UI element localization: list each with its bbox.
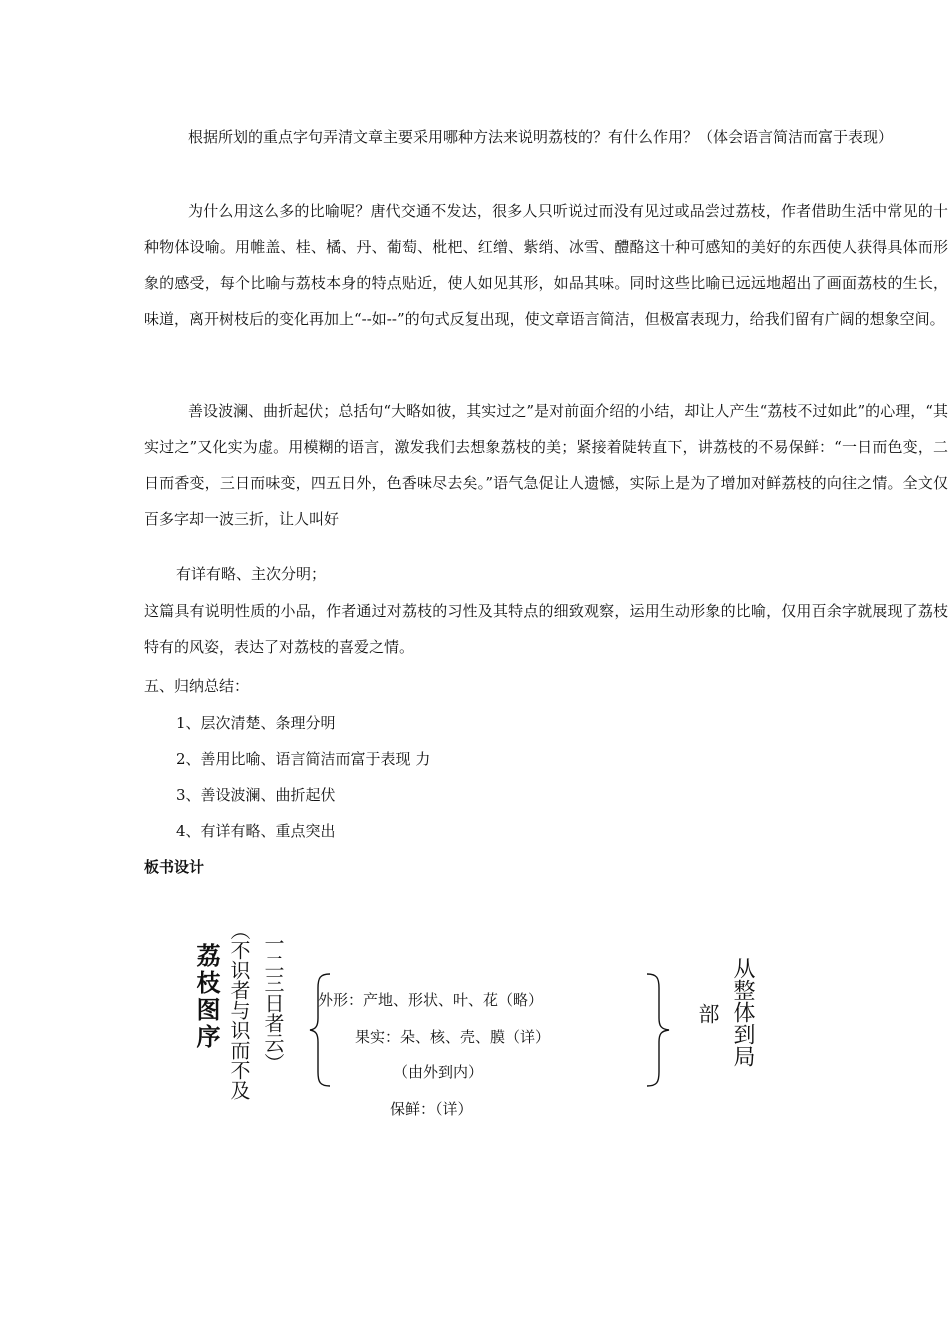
paragraph-detail-heading: 有详有略、主次分明； [176,565,327,583]
paragraph-essay-summary: 这篇具有说明性质的小品，作者通过对荔枝的习性及其特点的细致观察，运用生动形象的比喻，仅用百余字就展现了荔枝特有的风姿，表达了对荔枝的喜爱之情。 [144,602,948,656]
board-line-fruit: 果实：朵、核、壳、膜（详） [355,1028,551,1046]
summary-heading: 五、归纳总结： [144,677,250,695]
board-line-appearance: 外形：产地、形状、叶、花（略） [318,991,544,1009]
board-title: 荔枝图序 [192,943,220,1051]
paragraph-method-question: 根据所划的重点字句弄清文章主要采用哪种方法来说明荔枝的？有什么作用？（体会语言简洁而富于表现） [188,128,894,146]
board-right-part: 部 [696,1003,720,1024]
board-line-preservation: 保鲜：（详） [390,1100,473,1118]
summary-item-2: 2、善用比喻、语言简洁而富于表现 力 [176,750,431,768]
paragraph-suspense: 善设波澜、曲折起伏；总括句“大略如彼，其实过之”是对前面介绍的小结，却让人产生“荔枝不过如此”的心理，“其实过之”又化实为虚。用模糊的语言，激发我们去想象荔枝的美；紧接着陡转直下，讲荔枝的不易保鲜：“一日而色变，二日而香变，三日而味变，四五日外，色香味尽去矣。”语气急促让人遗憾，实际上是为了增加对鲜荔枝的向往之情。全文仅百多字却一波三折，让人叫好 [144,402,948,528]
summary-item-1: 1、层次清楚、条理分明 [176,714,336,732]
board-column-days: 一二三日者云） [261,933,285,1073]
paragraph-metaphor-explanation: 为什么用这么多的比喻呢？唐代交通不发达，很多人只听说过而没有见过或品尝过荔枝，作者借助生活中常见的十种物体设喻。用帷盖、桂、橘、丹、葡萄、枇杷、红缯、紫绡、冰雪、醴酪这十种可感知的美好的东西使人获得具体而形象的感受，每个比喻与荔枝本身的特点贴近，使人如见其形，如品其味。同时这些比喻已远远地超出了画面荔枝的生长，味道，离开树枝后的变化再加上“--如--”的句式反复出现，使文章语言简洁，但极富表现力，给我们留有广阔的想象空间。 [144,202,948,328]
summary-item-3: 3、善设波澜、曲折起伏 [176,786,336,804]
board-right-column: 从整体到局 [730,957,755,1067]
board-column-not-known: （不识者与识而不及 [227,920,251,1100]
board-line-outside-in: （由外到内） [393,1063,484,1081]
board-heading: 板书设计 [144,858,205,876]
right-brace [645,972,671,1088]
summary-item-4: 4、有详有略、重点突出 [176,822,336,840]
